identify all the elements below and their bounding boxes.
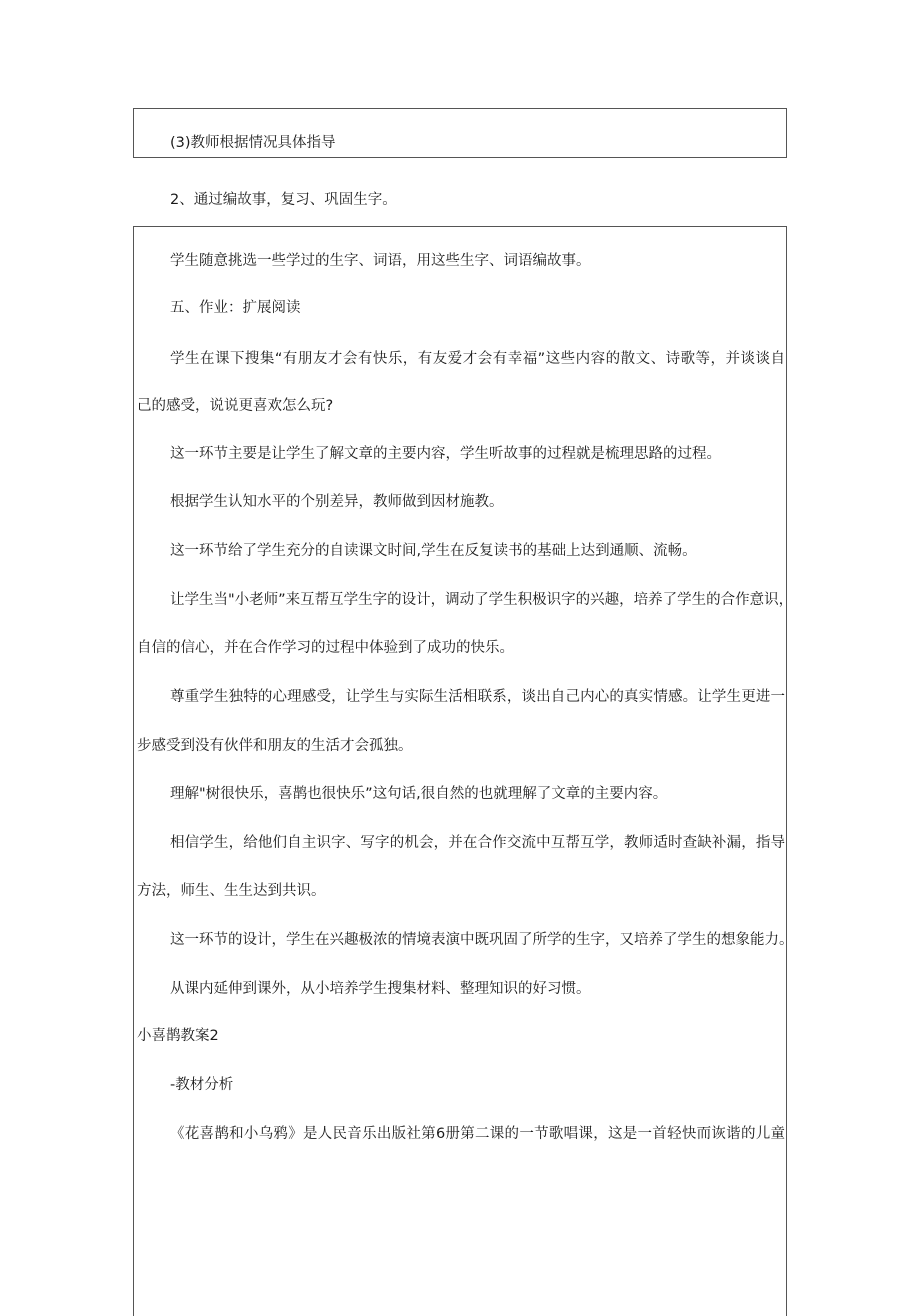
- paragraph: 这一环节主要是让学生了解文章的主要内容，学生听故事的过程就是梳理思路的过程。: [170, 446, 721, 462]
- paragraph: 学生随意挑选一些学过的生字、词语，用这些生字、词语编故事。: [170, 253, 591, 269]
- guidance-text: (3)教师根据情况具体指导: [170, 135, 336, 151]
- paragraph: 这一环节的设计，学生在兴趣极浓的情境表演中既巩固了所学的生字，又培养了学生的想象能力。: [170, 932, 794, 948]
- subheading-material-analysis: -教材分析: [170, 1077, 234, 1093]
- paragraph: 这一环节给了学生充分的自读课文时间,学生在反复读书的基础上达到通顺、流畅。: [170, 543, 697, 559]
- paragraph: 让学生当"小老师”来互帮互学生字的设计，调动了学生积极识字的兴趣，培养了学生的合作意识，: [170, 592, 794, 608]
- section-title-lesson-plan-2: 小喜鹊教案2: [137, 1028, 219, 1044]
- paragraph: 方法，师生、生生达到共识。: [137, 883, 326, 899]
- section-heading-story: 2、通过编故事，复习、巩固生字。: [170, 192, 397, 208]
- paragraph: 自信的信心，并在合作学习的过程中体验到了成功的快乐。: [137, 640, 514, 656]
- paragraph: 己的感受，说说更喜欢怎么玩?: [137, 398, 334, 414]
- paragraph: 尊重学生独特的心理感受，让学生与实际生活相联系，谈出自己内心的真实情感。让学生更进一: [170, 689, 785, 705]
- paragraph-homework-heading: 五、作业：扩展阅读: [170, 300, 301, 316]
- paragraph: 理解"树很快乐，喜鹊也很快乐”这句话,很自然的也就理解了文章的主要内容。: [170, 786, 668, 802]
- paragraph: 学生在课下搜集“有朋友才会有快乐，有友爱才会有幸福”这些内容的散文、诗歌等，并谈谈自: [170, 351, 785, 367]
- paragraph: 步感受到没有伙伴和朋友的生活才会孤独。: [137, 738, 413, 754]
- table-cell-content: [133, 226, 794, 1316]
- paragraph: 《花喜鹊和小乌鸦》是人民音乐出版社第6册第二课的一节歌唱课，这是一首轻快而诙谐的儿童: [170, 1126, 785, 1142]
- paragraph: 根据学生认知水平的个别差异，教师做到因材施教。: [170, 494, 504, 510]
- paragraph: 从课内延伸到课外，从小培养学生搜集材料、整理知识的好习惯。: [170, 981, 591, 997]
- paragraph: 相信学生，给他们自主识字、写字的机会，并在合作交流中互帮互学，教师适时查缺补漏，指导: [170, 835, 785, 851]
